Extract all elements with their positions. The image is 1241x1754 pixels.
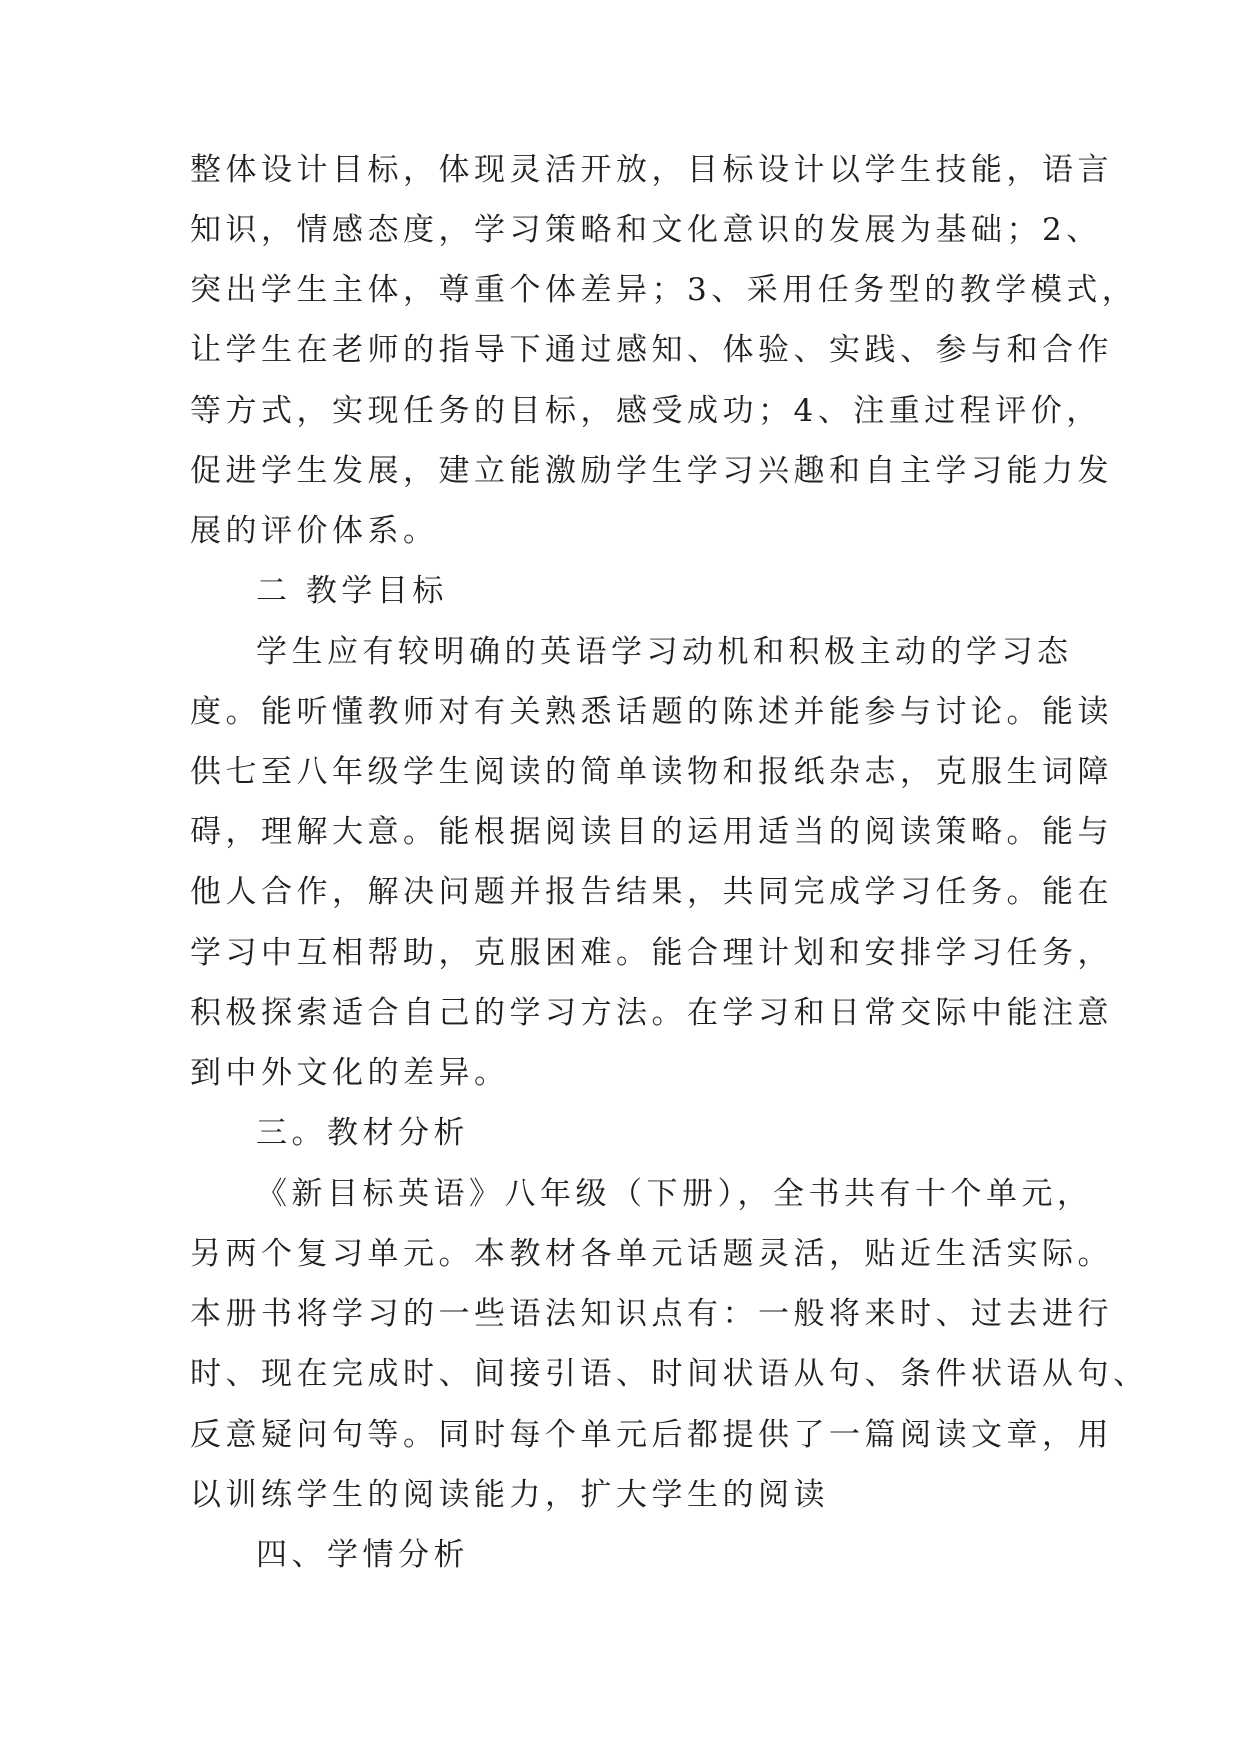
text-line: 以训练学生的阅读能力，扩大学生的阅读 [190, 1477, 829, 1513]
text-line: 另两个复习单元。本教材各单元话题灵活，贴近生活实际。 [190, 1236, 1113, 1272]
section-heading: 四、学情分析 [256, 1537, 469, 1573]
text-line: 学习中互相帮助，克服困难。能合理计划和安排学习任务， [190, 935, 1113, 971]
text-line: 反意疑问句等。同时每个单元后都提供了一篇阅读文章，用 [190, 1417, 1113, 1453]
text-line: 整体设计目标，体现灵活开放，目标设计以学生技能，语言 [190, 152, 1113, 188]
text-line: 学生应有较明确的英语学习动机和积极主动的学习态 [256, 634, 1073, 670]
text-line: 展的评价体系。 [190, 513, 439, 549]
text-line: 让学生在老师的指导下通过感知、体验、实践、参与和合作 [190, 332, 1113, 368]
text-line: 供七至八年级学生阅读的简单读物和报纸杂志，克服生词障 [190, 754, 1113, 790]
text-line: 到中外文化的差异。 [190, 1055, 510, 1091]
text-line: 他人合作，解决问题并报告结果，共同完成学习任务。能在 [190, 874, 1113, 910]
text-line: 碍，理解大意。能根据阅读目的运用适当的阅读策略。能与 [190, 814, 1113, 850]
text-line: 本册书将学习的一些语法知识点有：一般将来时、过去进行 [190, 1296, 1113, 1332]
section-heading: 三。教材分析 [256, 1115, 469, 1151]
text-line: 《新目标英语》八年级（下册），全书共有十个单元， [256, 1176, 1093, 1212]
text-line: 突出学生主体，尊重个体差异；3、采用任务型的教学模式， [190, 272, 1138, 308]
text-line: 知识，情感态度，学习策略和文化意识的发展为基础；2、 [190, 212, 1102, 248]
section-heading: 二 教学目标 [256, 573, 448, 609]
text-line: 时、现在完成时、间接引语、时间状语从句、条件状语从句、 [190, 1356, 1149, 1392]
text-line: 促进学生发展，建立能激励学生学习兴趣和自主学习能力发 [190, 453, 1113, 489]
text-line: 等方式，实现任务的目标，感受成功；4、注重过程评价， [190, 393, 1102, 429]
text-line: 度。能听懂教师对有关熟悉话题的陈述并能参与讨论。能读 [190, 694, 1113, 730]
text-line: 积极探索适合自己的学习方法。在学习和日常交际中能注意 [190, 995, 1113, 1031]
